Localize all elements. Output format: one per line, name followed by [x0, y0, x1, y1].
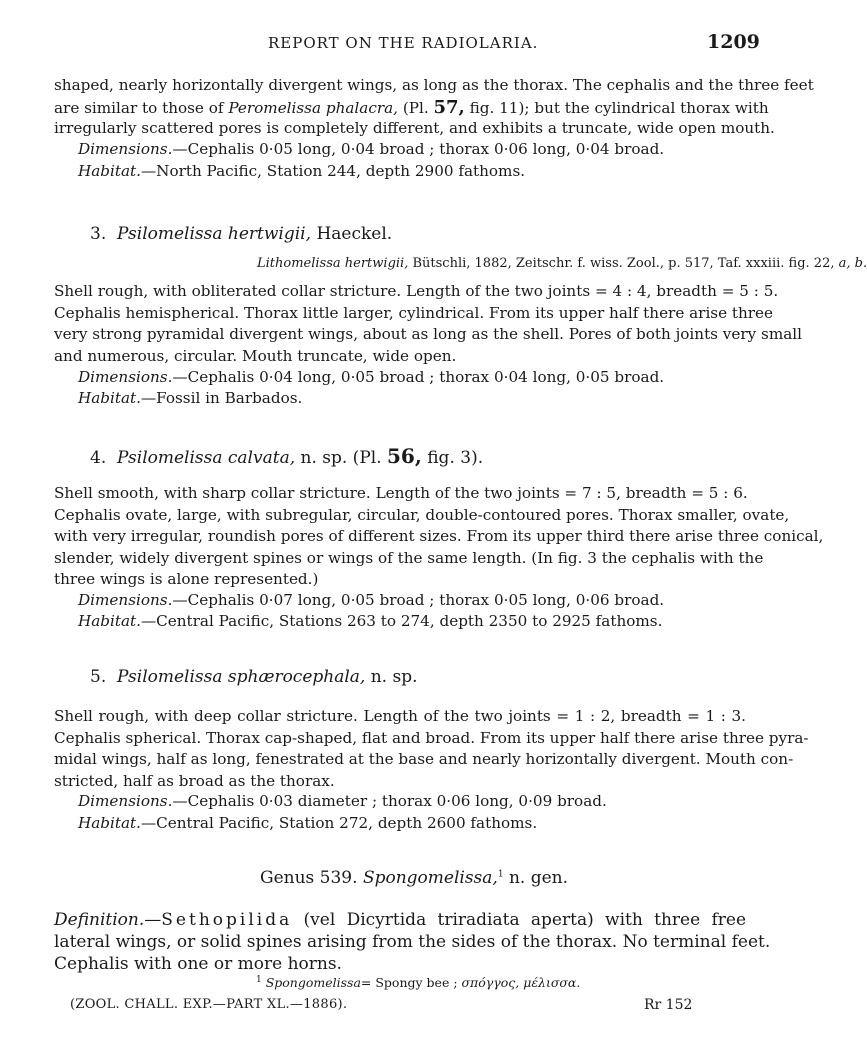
text-line: lateral wings, or solid spines arising from the sides of the thorax. No terminal feet.	[54, 932, 771, 952]
text-line: with very irregular, roundish pores of different sizes. From its upper third there arise three conical,	[54, 527, 824, 545]
text-line: stricted, half as broad as the thorax.	[54, 771, 335, 790]
text-line: slender, widely divergent spines or wings of the same length. (In fig. 3 the cephalis with the	[54, 548, 764, 567]
species-heading: 3. Psilomelissa hertwigii, Haeckel.	[90, 224, 393, 244]
text-line: Shell rough, with deep collar stricture. Length of the two joints = 1 : 2, breadth = 1 : 3.	[54, 707, 746, 725]
text-line: irregularly scattered pores is completely different, and exhibits a truncate, wide open mouth.	[54, 119, 775, 137]
dimensions-line: Dimensions.—Cephalis 0·05 long, 0·04 broad ; thorax 0·06 long, 0·04 broad.	[78, 140, 665, 158]
text-line: Cephalis hemispherical. Thorax little larger, cylindrical. From its upper half there arise three	[54, 303, 774, 322]
species-heading: 5. Psilomelissa sphærocephala, n. sp.	[90, 667, 418, 687]
text-line: three wings is alone represented.)	[54, 570, 319, 588]
text-line: Cephalis with one or more horns.	[54, 954, 342, 974]
running-title: REPORT ON THE RADIOLARIA.	[268, 34, 539, 52]
text-line: Definition.—Sethopilida (vel Dicyrtida triradiata aperta) with three free	[54, 910, 747, 930]
text-line: shaped, nearly horizontally divergent wings, as long as the thorax. The cephalis and the three feet	[54, 76, 814, 94]
text-line: Cephalis ovate, large, with subregular, circular, double-contoured pores. Thorax smaller, ovate,	[54, 505, 790, 524]
publication-footer: (ZOOL. CHALL. EXP.—PART XL.—1886).	[70, 997, 348, 1012]
species-description	[54, 281, 802, 367]
genus-definition	[54, 909, 771, 975]
text-line: Cephalis spherical. Thorax cap-shaped, flat and broad. From its upper half there arise three pyra-	[54, 728, 809, 747]
family-name: Sethopilida	[161, 910, 293, 930]
dimensions-line: Dimensions.—Cephalis 0·04 long, 0·05 broad ; thorax 0·04 long, 0·05 broad.	[78, 368, 665, 386]
dimensions-line: Dimensions.—Cephalis 0·03 diameter ; thorax 0·06 long, 0·09 broad.	[78, 792, 607, 810]
text-line: midal wings, half as long, fenestrated at the base and nearly horizontally divergent. Mouth con-	[54, 750, 794, 768]
habitat-line: Habitat.—Central Pacific, Station 272, depth 2600 fathoms.	[78, 814, 538, 832]
footnote-marker: 1	[497, 869, 504, 880]
plate-number: 56,	[387, 444, 422, 468]
text-line: and numerous, circular. Mouth truncate, wide open.	[54, 346, 457, 365]
text-line: Shell smooth, with sharp collar stricture. Length of the two joints = 7 : 5, breadth = 5 : 6.	[54, 484, 748, 502]
habitat-line: Habitat.—Fossil in Barbados.	[78, 389, 303, 407]
text-line: are similar to those of Peromelissa phalacra, (Pl. 57, fig. 11); but the cylindrical thorax with	[54, 96, 769, 118]
synonym-reference: Lithomelissa hertwigii, Bütschli, 1882, Zeitschr. f. wiss. Zool., p. 517, Taf. xxxiii. fig. 22, a, b.	[257, 256, 867, 271]
species-heading: 4. Psilomelissa calvata, n. sp. (Pl. 56, fig. 3).	[90, 444, 484, 468]
species-reference: Peromelissa phalacra,	[228, 98, 398, 117]
signature-mark: Rr 152	[644, 997, 693, 1013]
habitat-line: Habitat.—North Pacific, Station 244, depth 2900 fathoms.	[78, 162, 526, 180]
species-description	[54, 706, 809, 792]
plate-number: 57,	[433, 96, 465, 118]
footnote: $^1$ Spongomelissa= Spongy bee ; σπόγγος, μέλισσα.	[256, 974, 581, 990]
genus-heading: Genus 539. Spongomelissa,$^1$ n. gen.	[260, 868, 569, 888]
species-description	[54, 483, 824, 591]
continuation-paragraph	[54, 75, 814, 140]
text-line: very strong pyramidal divergent wings, about as long as the shell. Pores of both joints very small	[54, 325, 802, 343]
text-line: Shell rough, with obliterated collar stricture. Length of the two joints = 4 : 4, breadth = 5 : 5.	[54, 282, 779, 300]
dimensions-line: Dimensions.—Cephalis 0·07 long, 0·05 broad ; thorax 0·05 long, 0·06 broad.	[78, 591, 665, 609]
habitat-line: Habitat.—Central Pacific, Stations 263 to 274, depth 2350 to 2925 fathoms.	[78, 612, 663, 630]
page-number: 1209	[707, 31, 760, 53]
